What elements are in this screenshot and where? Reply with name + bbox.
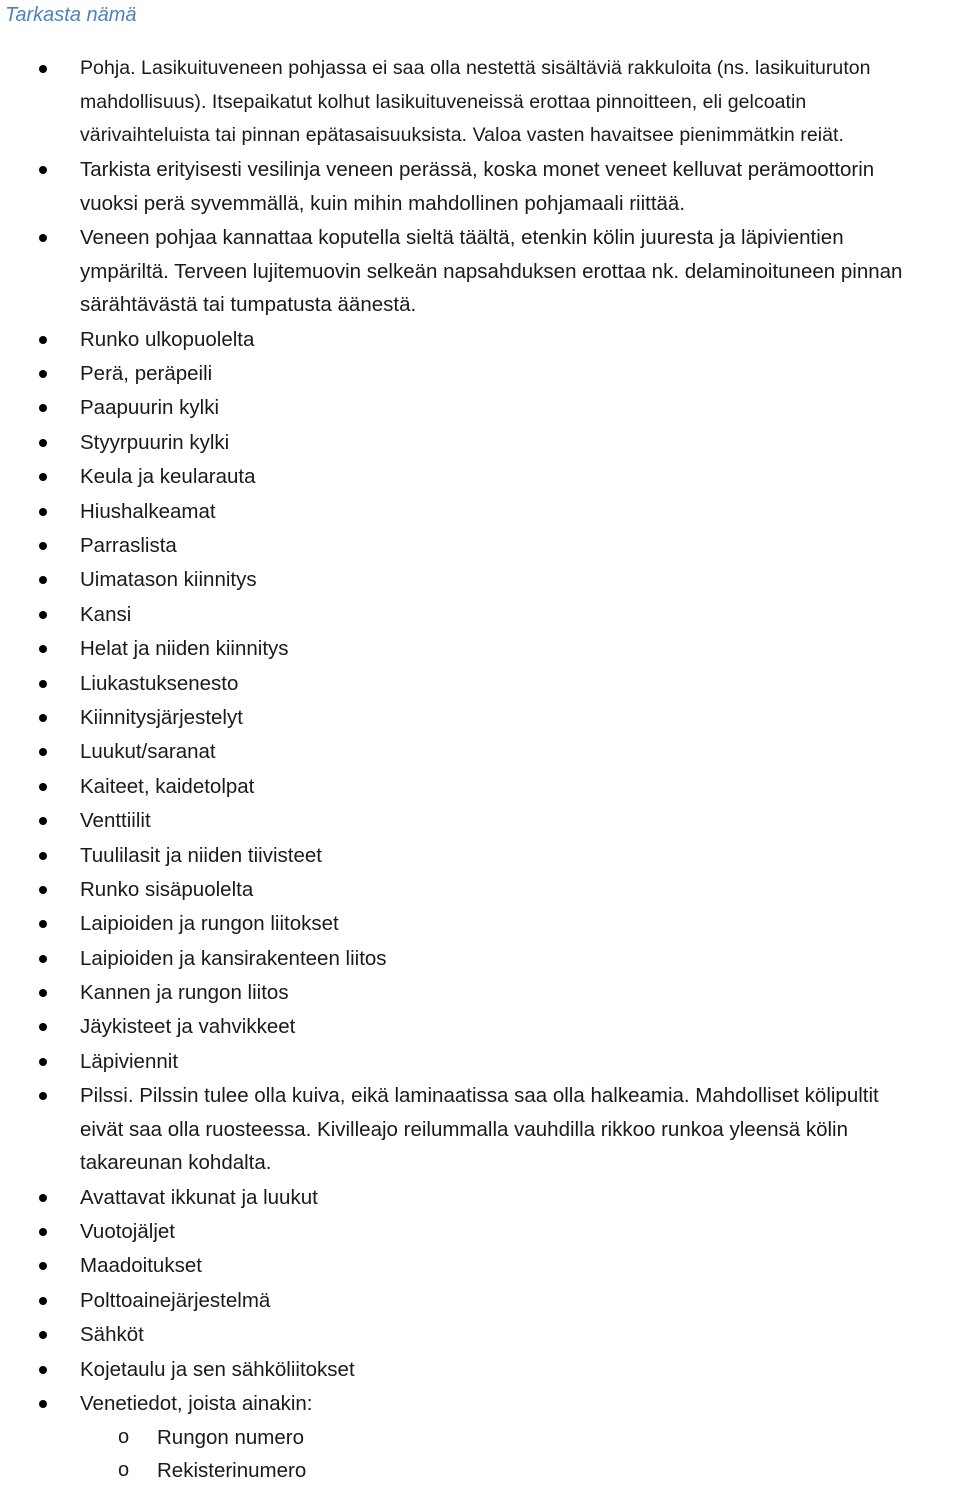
checklist-item	[0, 1353, 960, 1387]
bullet-icon	[39, 508, 47, 516]
hollow-bullet-icon: o	[118, 1425, 130, 1448]
bullet-icon	[39, 886, 47, 894]
checklist-item-text: Pohja. Lasikuituveneen pohjassa ei saa olla nestettä sisältäviä rakkuloita (ns. lasikuituruton	[80, 57, 871, 79]
checklist-item	[0, 391, 960, 425]
checklist-item	[0, 1318, 960, 1352]
checklist-item	[0, 52, 960, 153]
document-heading: Tarkasta nämä	[5, 4, 137, 26]
checklist-item	[0, 495, 960, 529]
checklist-item	[0, 1215, 960, 1249]
checklist-item	[0, 1181, 960, 1215]
bullet-icon	[39, 645, 47, 653]
bullet-icon	[39, 336, 47, 344]
checklist-item	[0, 873, 960, 907]
checklist-item	[0, 942, 960, 976]
bullet-icon	[39, 166, 47, 174]
checklist-item-text: Hiushalkeamat	[80, 499, 216, 523]
bullet-icon	[39, 1023, 47, 1031]
checklist-item	[0, 804, 960, 838]
bullet-icon	[39, 920, 47, 928]
hollow-bullet-icon: o	[118, 1459, 130, 1481]
checklist-item	[0, 632, 960, 666]
checklist-item-text: Polttoainejärjestelmä	[80, 1288, 271, 1312]
checklist-item-text: Tuulilasit ja niiden tiivisteet	[80, 843, 322, 867]
bullet-icon	[39, 1400, 47, 1408]
bullet-icon	[39, 852, 47, 860]
bullet-icon	[39, 439, 47, 447]
sub-list	[80, 1421, 960, 1488]
checklist-item-text: Kannen ja rungon liitos	[80, 981, 289, 1005]
checklist-item	[0, 153, 960, 220]
checklist-item-text: värivaihteluista tai pinnan epätasaisuuksista. Valoa vasten havaitsee pienimmätkin reiät.	[80, 124, 844, 146]
bullet-icon	[39, 1194, 47, 1202]
bullet-icon	[39, 783, 47, 791]
checklist-item-text: Kaiteet, kaidetolpat	[80, 774, 255, 798]
bullet-icon	[39, 680, 47, 688]
bullet-icon	[39, 1366, 47, 1374]
bullet-icon	[39, 234, 47, 242]
bullet-icon	[39, 473, 47, 481]
checklist-item-text: Venetiedot, joista ainakin:	[80, 1392, 313, 1415]
checklist-item-text: Maadoitukset	[80, 1254, 202, 1278]
checklist-item-text: Helat ja niiden kiinnitys	[80, 637, 289, 661]
checklist-item	[0, 1045, 960, 1079]
bullet-icon	[39, 611, 47, 619]
bullet-icon	[39, 817, 47, 825]
checklist-item	[0, 770, 960, 804]
checklist-item-text: Venttiilit	[80, 809, 151, 833]
checklist-item-text: Vuotojäljet	[80, 1220, 175, 1244]
bullet-icon	[39, 370, 47, 378]
bullet-icon	[39, 989, 47, 997]
bullet-icon	[39, 955, 47, 963]
checklist-item	[0, 839, 960, 873]
checklist-item	[0, 563, 960, 597]
checklist-item-text: Avattavat ikkunat ja luukut	[80, 1185, 318, 1209]
checklist-item-text: Veneen pohjaa kannattaa koputella sieltä täältä, etenkin kölin juuresta ja läpivientien	[80, 226, 844, 250]
bullet-icon	[39, 1228, 47, 1236]
bullet-icon	[39, 1058, 47, 1066]
checklist-item-text: Sähköt	[80, 1323, 144, 1347]
checklist-item	[0, 221, 960, 322]
bullet-icon	[39, 714, 47, 722]
checklist-item-text: Styyrpuurin kylki	[80, 430, 230, 454]
checklist-item	[0, 735, 960, 769]
checklist-item-text: eivät saa olla ruosteessa. Kivilleajo reilummalla vauhdilla rikkoo runkoa yleensä kölin	[80, 1117, 848, 1141]
checklist-item-text: Tarkista erityisesti vesilinja veneen perässä, koska monet veneet kelluvat perämoottorin	[80, 158, 875, 182]
bullet-icon	[39, 542, 47, 550]
checklist-item-text: Jäykisteet ja vahvikkeet	[80, 1015, 296, 1039]
bullet-icon	[39, 1331, 47, 1339]
checklist-item	[0, 667, 960, 701]
checklist-item-text: mahdollisuus). Itsepaikatut kolhut lasikuituveneissä erottaa pinnoitteen, eli gelcoatin	[80, 90, 807, 113]
bullet-icon	[39, 748, 47, 756]
checklist-item-text: Liukastuksenesto	[80, 671, 239, 695]
checklist-item-text: Laipioiden ja kansirakenteen liitos	[80, 946, 387, 970]
checklist-item	[0, 426, 960, 460]
checklist-item	[0, 1079, 960, 1180]
bullet-icon	[39, 1092, 47, 1100]
checklist-item-text: Uimatason kiinnitys	[80, 568, 257, 592]
checklist-item-text: Keula ja keularauta	[80, 465, 256, 489]
checklist-item-text: takareunan kohdalta.	[80, 1151, 272, 1175]
checklist-item-text: Runko ulkopuolelta	[80, 327, 255, 351]
bullet-icon	[39, 576, 47, 584]
bullet-icon	[39, 1262, 47, 1270]
checklist-item-text: Laipioiden ja rungon liitokset	[80, 912, 339, 936]
checklist-item	[0, 907, 960, 941]
checklist-item-text: Paapuurin kylki	[80, 396, 220, 420]
checklist-item	[0, 1249, 960, 1283]
checklist-item-text: Parraslista	[80, 534, 177, 558]
bullet-icon	[39, 1297, 47, 1305]
checklist-item-text: Kansi	[80, 602, 132, 626]
checklist-item	[0, 460, 960, 494]
checklist-item-text: Runko sisäpuolelta	[80, 877, 254, 901]
checklist-item	[0, 1010, 960, 1044]
checklist-item	[0, 323, 960, 357]
checklist-item	[0, 976, 960, 1010]
checklist-item-text: Kiinnitysjärjestelyt	[80, 705, 243, 729]
checklist-item	[0, 357, 960, 391]
checklist-item-text: Perä, peräpeili	[80, 362, 213, 386]
checklist-item-text: Luukut/saranat	[80, 740, 216, 764]
checklist-item	[0, 1387, 960, 1488]
bullet-icon	[39, 65, 47, 73]
checklist-item-text: Pilssi. Pilssin tulee olla kuiva, eikä laminaatissa saa olla halkeamia. Mahdolliset kölipultit	[80, 1084, 879, 1108]
checklist-item-text: ympäriltä. Terveen lujitemuovin selkeän napsahduksen erottaa nk. delaminoituneen pinnan	[80, 259, 903, 283]
checklist-item	[0, 598, 960, 632]
inspection-checklist	[0, 52, 960, 1488]
checklist-item-text: Läpiviennit	[80, 1049, 179, 1073]
checklist-item-text: Kojetaulu ja sen sähköliitokset	[80, 1357, 355, 1381]
checklist-item	[0, 1284, 960, 1318]
checklist-item-text: vuoksi perä syvemmällä, kuin mihin mahdollinen pohjamaali riittää.	[80, 191, 686, 215]
sub-list-item	[80, 1454, 960, 1488]
checklist-item	[0, 701, 960, 735]
checklist-item-text: särähtävästä tai tumpatusta äänestä.	[80, 293, 417, 317]
sub-list-item-text: Rungon numero	[157, 1425, 305, 1449]
sub-list-item-text: Rekisterinumero	[157, 1459, 307, 1482]
sub-list-item	[80, 1421, 960, 1455]
checklist-item	[0, 529, 960, 563]
bullet-icon	[39, 404, 47, 412]
